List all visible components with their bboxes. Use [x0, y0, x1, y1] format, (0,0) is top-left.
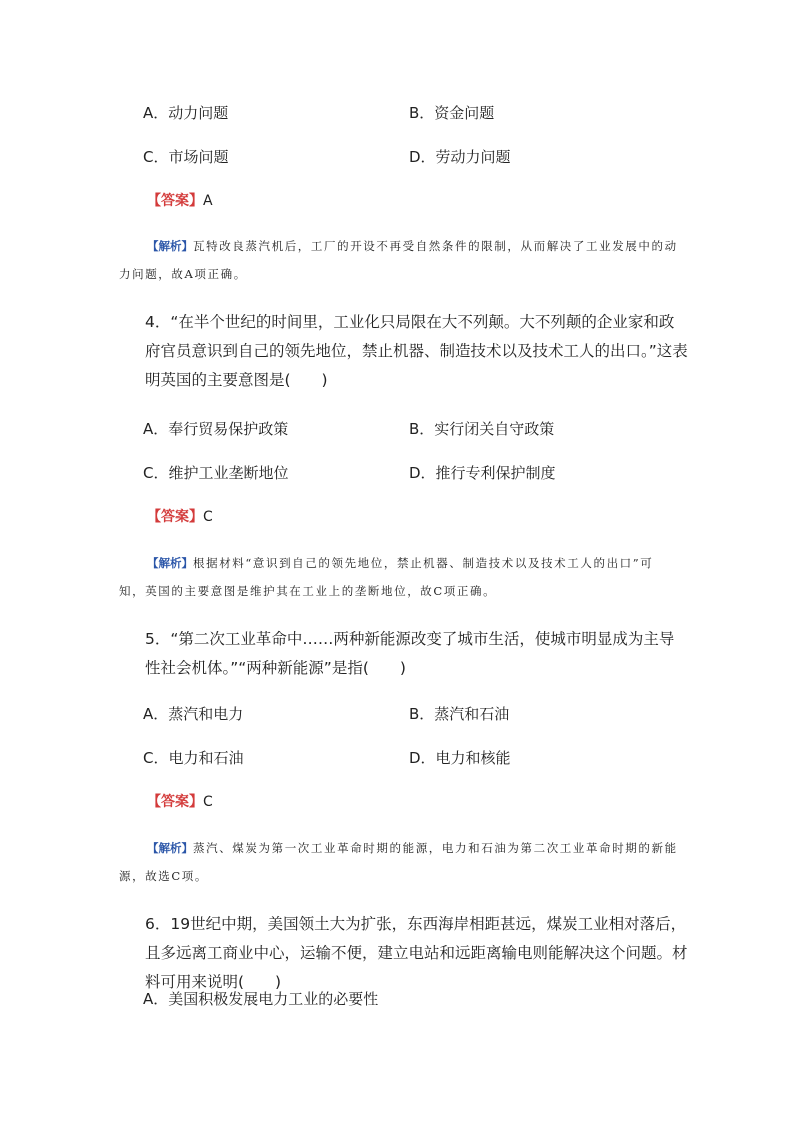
analysis-text: 瓦特改良蒸汽机后，工厂的开设不再受自然条件的限制，从而解决了工业发展中的动力问题，故A项正确。: [119, 239, 678, 281]
q5-analysis: [119, 834, 679, 890]
q5-stem: [119, 625, 689, 683]
q3-option-b: B．资金问题: [409, 104, 495, 122]
q4-stem: [119, 308, 689, 395]
q5-answer: [147, 792, 213, 812]
answer-tag: 【答案】: [147, 193, 203, 209]
analysis-tag: 【解析】: [147, 841, 193, 855]
q5-option-d: D．电力和核能: [409, 749, 511, 767]
analysis-text: 蒸汽、煤炭为第一次工业革命时期的能源，电力和石油为第二次工业革命时期的新能源，故选C项。: [119, 841, 678, 883]
question-stem-text: 5．“第二次工业革命中……两种新能源改变了城市生活，使城市明显成为主导性社会机体。”“两种新能源”是指( ): [145, 630, 675, 677]
q3-option-d: D．劳动力问题: [409, 148, 511, 166]
q4-analysis: [119, 549, 679, 605]
answer-tag: 【答案】: [147, 794, 203, 810]
q6-stem: [119, 910, 689, 997]
q4-option-c: C．维护工业垄断地位: [143, 464, 289, 482]
q5-option-a: A．蒸汽和电力: [143, 705, 244, 723]
answer-value: A: [203, 193, 213, 209]
q5-option-c: C．电力和石油: [143, 749, 244, 767]
answer-tag: 【答案】: [147, 509, 203, 525]
question-stem-text: 6．19世纪中期，美国领土大为扩张，东西海岸相距甚远，煤炭工业相对落后，且多远离工商业中心，运输不便，建立电站和远距离输电则能解决这个问题。材料可用来说明( ): [145, 915, 688, 991]
q4-option-d: D．推行专利保护制度: [409, 464, 556, 482]
q4-option-a: A．奉行贸易保护政策: [143, 420, 289, 438]
q4-answer: [147, 507, 213, 527]
analysis-tag: 【解析】: [147, 556, 193, 570]
q5-option-b: B．蒸汽和石油: [409, 705, 510, 723]
answer-value: C: [203, 794, 213, 810]
q3-option-a: A．动力问题: [143, 104, 229, 122]
analysis-text: 根据材料“意识到自己的领先地位，禁止机器、制造技术以及技术工人的出口”可知，英国的主要意图是维护其在工业上的垄断地位，故C项正确。: [119, 556, 654, 598]
q4-option-b: B．实行闭关自守政策: [409, 420, 555, 438]
question-stem-text: 4．“在半个世纪的时间里，工业化只局限在大不列颠。大不列颠的企业家和政府官员意识到自己的领先地位，禁止机器、制造技术以及技术工人的出口。”这表明英国的主要意图是( ): [145, 313, 688, 389]
q6-option-a: A．美国积极发展电力工业的必要性: [143, 990, 379, 1008]
answer-value: C: [203, 509, 213, 525]
analysis-tag: 【解析】: [147, 239, 193, 253]
q3-option-c: C．市场问题: [143, 148, 229, 166]
q3-answer: [147, 191, 213, 211]
q3-analysis: [119, 232, 679, 288]
